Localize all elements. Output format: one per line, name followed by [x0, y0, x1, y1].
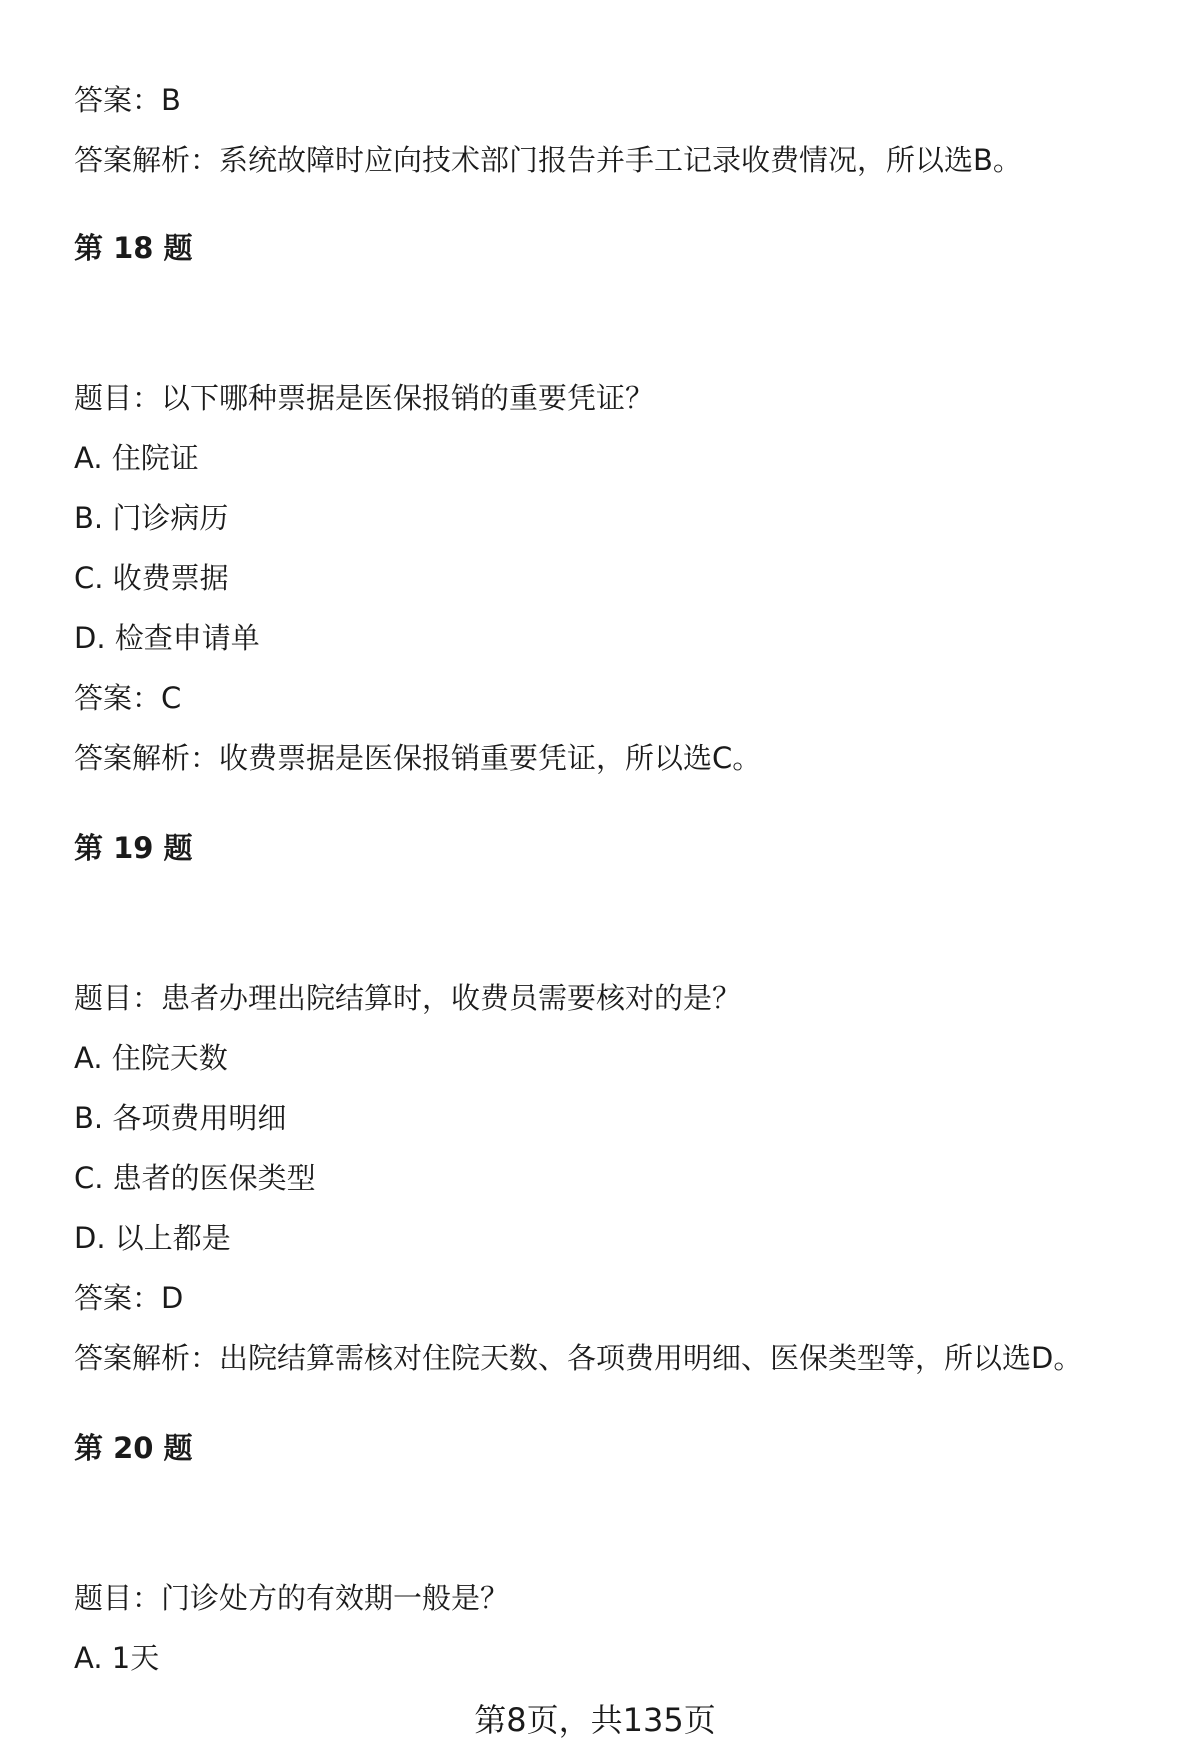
- q20-question: 题目：门诊处方的有效期一般是？: [74, 1581, 510, 1615]
- q18-heading: 第 18 题: [74, 231, 193, 265]
- q18-option-c: C. 收费票据: [74, 561, 229, 595]
- q17-analysis: 答案解析：系统故障时应向技术部门报告并手工记录收费情况，所以选B。: [74, 143, 1022, 177]
- q18-analysis: 答案解析：收费票据是医保报销重要凭证，所以选C。: [74, 741, 762, 775]
- q19-answer: 答案：D: [74, 1281, 184, 1315]
- q19-question: 题目：患者办理出院结算时，收费员需要核对的是？: [74, 981, 742, 1015]
- q17-answer: 答案：B: [74, 83, 181, 117]
- q18-option-a: A. 住院证: [74, 441, 199, 475]
- q20-option-a: A. 1天: [74, 1641, 160, 1675]
- q19-option-d: D. 以上都是: [74, 1221, 231, 1255]
- q18-option-d: D. 检查申请单: [74, 621, 260, 655]
- page-number-footer: 第8页，共135页: [474, 1701, 716, 1739]
- q19-analysis: 答案解析：出院结算需核对住院天数、各项费用明细、医保类型等，所以选D。: [74, 1341, 1083, 1375]
- q19-option-c: C. 患者的医保类型: [74, 1161, 316, 1195]
- q18-option-b: B. 门诊病历: [74, 501, 229, 535]
- q18-answer: 答案：C: [74, 681, 182, 715]
- q19-option-a: A. 住院天数: [74, 1041, 228, 1075]
- q19-option-b: B. 各项费用明细: [74, 1101, 287, 1135]
- q19-heading: 第 19 题: [74, 831, 193, 865]
- q18-question: 题目：以下哪种票据是医保报销的重要凭证？: [74, 381, 655, 415]
- q20-heading: 第 20 题: [74, 1431, 193, 1465]
